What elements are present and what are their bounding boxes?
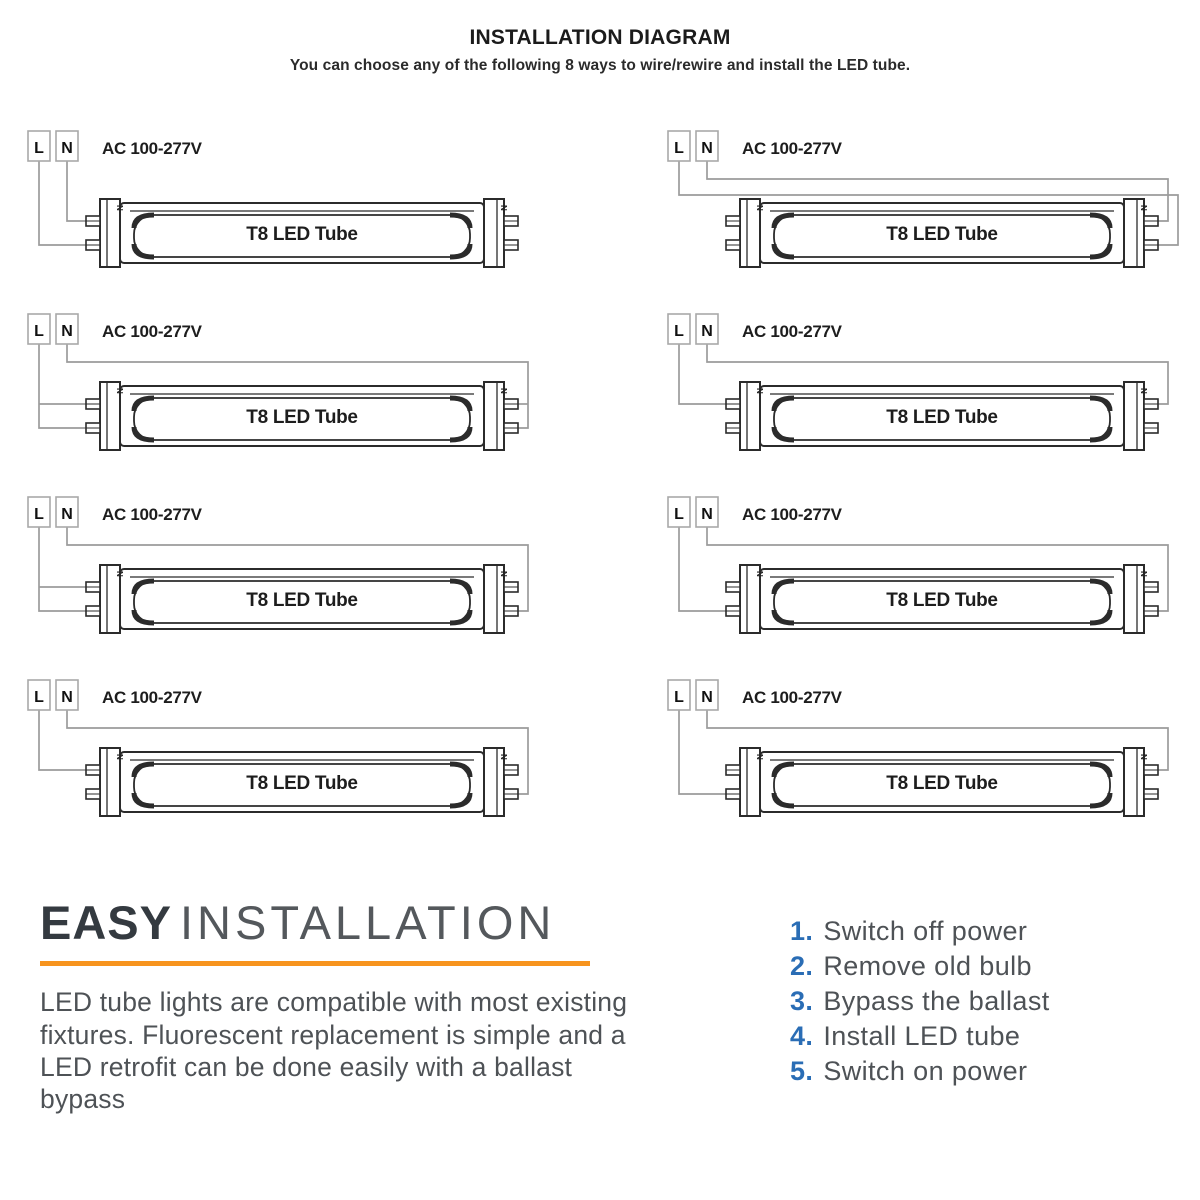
- live-terminal-label: L: [674, 689, 684, 706]
- svg-text:N: N: [115, 205, 124, 211]
- svg-text:N: N: [499, 754, 508, 760]
- live-wire: [39, 710, 86, 770]
- svg-text:N: N: [755, 571, 764, 577]
- neutral-terminal-label: N: [701, 323, 713, 340]
- tube-label: T8 LED Tube: [246, 773, 358, 794]
- svg-text:N: N: [499, 205, 508, 211]
- neutral-terminal-label: N: [61, 506, 73, 523]
- page-subtitle: You can choose any of the following 8 ways to wire/rewire and install the LED tube.: [289, 57, 911, 74]
- easy-installation-paragraph: LED tube lights are compatible with most existing fixtures. Fluorescent replacement is simple and a LED retrofit can be done easily with a ballast bypass: [40, 987, 628, 1115]
- installation-step: [790, 1021, 1050, 1052]
- live-terminal-label: L: [34, 140, 44, 157]
- voltage-label: AC 100-277V: [102, 322, 202, 341]
- live-wire: [679, 344, 726, 404]
- easy-installation-text-block: [40, 898, 640, 1116]
- installation-step: [790, 951, 1050, 982]
- t8-led-tube: [86, 382, 518, 450]
- wiring-diagram-svg: [20, 674, 540, 844]
- heading-bold-part: EASY: [40, 896, 172, 949]
- wiring-option-8: [660, 674, 1180, 844]
- step-label: Install LED tube: [823, 1021, 1021, 1051]
- svg-text:N: N: [1139, 205, 1148, 211]
- voltage-label: AC 100-277V: [102, 505, 202, 524]
- tube-label: T8 LED Tube: [886, 407, 998, 428]
- tube-label: T8 LED Tube: [886, 773, 998, 794]
- wiring-diagram-svg: [20, 308, 540, 478]
- tube-label: T8 LED Tube: [246, 407, 358, 428]
- step-number: 3.: [790, 986, 814, 1016]
- step-number: 1.: [790, 916, 814, 946]
- live-wire: [39, 527, 86, 611]
- step-number: 4.: [790, 1021, 814, 1051]
- neutral-terminal-label: N: [61, 140, 73, 157]
- wiring-option-4: [660, 308, 1180, 478]
- neutral-terminal-label: N: [701, 140, 713, 157]
- live-wire: [679, 527, 726, 611]
- step-number: 2.: [790, 951, 814, 981]
- neutral-wire: [67, 161, 86, 221]
- wiring-option-3: [20, 308, 540, 478]
- t8-led-tube: [726, 565, 1158, 633]
- wiring-diagram-svg: [20, 491, 540, 661]
- t8-led-tube: [86, 199, 518, 267]
- wiring-option-7: [20, 674, 540, 844]
- svg-text:N: N: [755, 205, 764, 211]
- svg-text:N: N: [1139, 754, 1148, 760]
- header: [0, 0, 1200, 75]
- live-terminal-label: L: [674, 323, 684, 340]
- neutral-terminal-label: N: [701, 506, 713, 523]
- installation-step: [790, 986, 1050, 1017]
- installation-step: [790, 916, 1050, 947]
- svg-text:N: N: [755, 754, 764, 760]
- t8-led-tube: [86, 565, 518, 633]
- wiring-option-1: [20, 125, 540, 295]
- step-label: Switch on power: [823, 1056, 1028, 1086]
- heading-light-part: INSTALLATION: [180, 896, 556, 949]
- svg-text:N: N: [755, 388, 764, 394]
- tube-label: T8 LED Tube: [246, 224, 358, 245]
- voltage-label: AC 100-277V: [742, 505, 842, 524]
- wiring-diagram-svg: [660, 674, 1180, 844]
- diagram-grid: [20, 125, 1180, 844]
- svg-text:N: N: [499, 388, 508, 394]
- accent-rule: [40, 961, 590, 966]
- easy-installation-heading: [40, 898, 640, 947]
- installation-steps-list: [790, 916, 1050, 1091]
- live-terminal-label: L: [674, 506, 684, 523]
- live-terminal-label: L: [674, 140, 684, 157]
- wiring-diagram-svg: [660, 491, 1180, 661]
- svg-text:N: N: [115, 571, 124, 577]
- t8-led-tube: [726, 199, 1158, 267]
- neutral-terminal-label: N: [701, 689, 713, 706]
- svg-text:N: N: [499, 571, 508, 577]
- neutral-terminal-label: N: [61, 323, 73, 340]
- t8-led-tube: [726, 748, 1158, 816]
- live-terminal-label: L: [34, 506, 44, 523]
- wiring-option-6: [660, 491, 1180, 661]
- wiring-diagram-svg: [20, 125, 540, 295]
- tube-label: T8 LED Tube: [886, 590, 998, 611]
- svg-text:N: N: [1139, 388, 1148, 394]
- voltage-label: AC 100-277V: [102, 139, 202, 158]
- step-label: Switch off power: [823, 916, 1028, 946]
- svg-text:N: N: [1139, 571, 1148, 577]
- page-title: INSTALLATION DIAGRAM: [469, 26, 731, 49]
- t8-led-tube: [86, 748, 518, 816]
- step-number: 5.: [790, 1056, 814, 1086]
- voltage-label: AC 100-277V: [742, 322, 842, 341]
- installation-step: [790, 1056, 1050, 1087]
- tube-label: T8 LED Tube: [886, 224, 998, 245]
- wiring-option-5: [20, 491, 540, 661]
- live-wire: [39, 161, 86, 245]
- neutral-terminal-label: N: [61, 689, 73, 706]
- live-terminal-label: L: [34, 689, 44, 706]
- wiring-diagram-svg: [660, 125, 1180, 295]
- live-terminal-label: L: [34, 323, 44, 340]
- step-label: Remove old bulb: [823, 951, 1032, 981]
- voltage-label: AC 100-277V: [742, 688, 842, 707]
- voltage-label: AC 100-277V: [742, 139, 842, 158]
- svg-text:N: N: [115, 388, 124, 394]
- tube-label: T8 LED Tube: [246, 590, 358, 611]
- easy-installation-section: [40, 898, 1200, 1116]
- voltage-label: AC 100-277V: [102, 688, 202, 707]
- live-wire: [39, 344, 86, 428]
- t8-led-tube: [726, 382, 1158, 450]
- step-label: Bypass the ballast: [823, 986, 1050, 1016]
- wiring-diagram-svg: [660, 308, 1180, 478]
- svg-text:N: N: [115, 754, 124, 760]
- wiring-option-2: [660, 125, 1180, 295]
- live-wire: [679, 710, 726, 794]
